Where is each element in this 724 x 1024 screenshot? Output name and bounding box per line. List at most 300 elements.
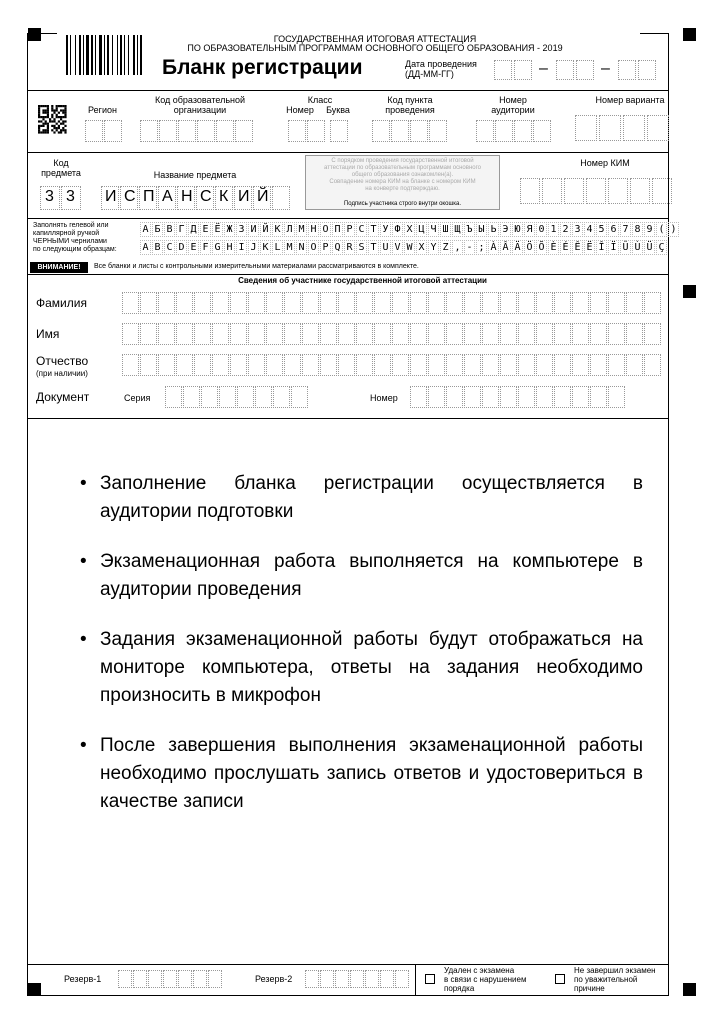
sample-glyph: Й (260, 222, 271, 237)
reserve2-cell[interactable] (350, 970, 364, 988)
sample-glyph: Ё (212, 222, 223, 237)
qr-module (47, 123, 49, 125)
corner-marker-top-right (683, 28, 696, 41)
surname-cell[interactable] (518, 292, 535, 314)
surname-cell[interactable] (392, 292, 409, 314)
sample-glyph: 8 (632, 222, 643, 237)
reserve1-cell[interactable] (118, 970, 132, 988)
sample-glyph: 7 (620, 222, 631, 237)
auditorium-cell[interactable] (495, 120, 513, 142)
org-code-cell[interactable] (178, 120, 196, 142)
qr-module (45, 116, 47, 118)
patronymic-cell[interactable] (158, 354, 175, 376)
patronymic-cell[interactable] (338, 354, 355, 376)
class-cell[interactable] (288, 120, 306, 142)
barcode-bar (75, 35, 76, 75)
sample-glyph: Ü (644, 240, 655, 255)
region-cell[interactable] (104, 120, 122, 142)
name-cell[interactable] (302, 323, 319, 345)
header-line-2: ПО ОБРАЗОВАТЕЛЬНЫМ ПРОГРАММАМ ОСНОВНОГО ОБЩЕГО ОБРАЗОВАНИЯ - 2019 (187, 43, 563, 53)
surname-cell[interactable] (572, 292, 589, 314)
surname-cell[interactable] (158, 292, 175, 314)
date-cell[interactable] (514, 60, 532, 80)
document-number-cell[interactable] (536, 386, 553, 408)
sample-glyph: Ь (488, 222, 499, 237)
patronymic-cell[interactable] (374, 354, 391, 376)
sample-glyph: Ç (656, 240, 667, 255)
not-finished-checkbox[interactable] (555, 974, 565, 984)
name-cell[interactable] (482, 323, 499, 345)
name-cell[interactable] (230, 323, 247, 345)
sample-glyph: ) (668, 222, 679, 237)
surname-cell[interactable] (212, 292, 229, 314)
variant-label: Номер варианта (595, 95, 665, 105)
qr-module (62, 129, 64, 131)
sample-glyph: Э (500, 222, 511, 237)
sample-glyph: L (272, 240, 283, 255)
name-cell[interactable] (626, 323, 643, 345)
name-cell[interactable] (284, 323, 301, 345)
barcode-bar (86, 35, 89, 75)
name-cell[interactable] (338, 323, 355, 345)
patronymic-cell[interactable] (194, 354, 211, 376)
subject-name-label: Название предмета (153, 170, 237, 180)
sample-glyph: Л (284, 222, 295, 237)
name-cell[interactable] (572, 323, 589, 345)
barcode-bar (117, 35, 118, 75)
qr-module (64, 114, 66, 116)
sample-glyph: ( (656, 222, 667, 237)
date-cell[interactable] (556, 60, 574, 80)
qr-module (51, 116, 53, 118)
qr-module (42, 116, 44, 118)
surname-cell[interactable] (410, 292, 427, 314)
patronymic-cell[interactable] (140, 354, 157, 376)
sample-glyph: Î (596, 240, 607, 255)
surname-cell[interactable] (500, 292, 517, 314)
name-cell[interactable] (518, 323, 535, 345)
surname-cell[interactable] (140, 292, 157, 314)
surname-cell[interactable] (194, 292, 211, 314)
document-series-cell[interactable] (183, 386, 200, 408)
org-code-cell[interactable] (140, 120, 158, 142)
qr-module (38, 125, 40, 127)
subject-name-letter: Й (257, 188, 269, 205)
reserve2-cell[interactable] (395, 970, 409, 988)
agreement-note-line: С порядком проведения государственной итоговой (331, 158, 474, 164)
qr-module (62, 105, 64, 107)
patronymic-cell[interactable] (590, 354, 607, 376)
instruction-item: • Заполнение бланка регистрации осуществляется в аудитории подготовки (80, 473, 643, 522)
qr-module (49, 120, 51, 122)
document-series-cell[interactable] (165, 386, 182, 408)
variant-cell[interactable] (575, 115, 597, 141)
surname-cell[interactable] (338, 292, 355, 314)
sample-glyph: I (236, 240, 247, 255)
subject-name-cell[interactable] (272, 186, 290, 210)
reserve2-cell[interactable] (320, 970, 334, 988)
document-number-cell[interactable] (410, 386, 427, 408)
document-number-cell[interactable] (554, 386, 571, 408)
warning-badge: ВНИМАНИЕ! (30, 262, 88, 273)
org-code-cell[interactable] (235, 120, 253, 142)
qr-module (60, 129, 62, 131)
patronymic-cell[interactable] (446, 354, 463, 376)
barcode (66, 35, 156, 80)
name-cell[interactable] (500, 323, 517, 345)
sample-glyph: Ш (440, 222, 451, 237)
qr-module (62, 112, 64, 114)
name-cell[interactable] (392, 323, 409, 345)
surname-cell[interactable] (536, 292, 553, 314)
point-code-cell[interactable] (391, 120, 409, 142)
name-cell[interactable] (356, 323, 373, 345)
qr-module (47, 109, 49, 111)
qr-module (40, 125, 42, 127)
date-label: Дата проведения (ДД-ММ-ГГ) (405, 59, 477, 79)
sample-glyph: М (296, 222, 307, 237)
name-cell[interactable] (554, 323, 571, 345)
instruction-item: • После завершения выполнения экзаменационной работы необходимо прослушать запись ответов и удостовериться в качестве записи (80, 735, 643, 812)
sample-glyph: M (284, 240, 295, 255)
document-series-cell[interactable] (255, 386, 272, 408)
name-cell[interactable] (122, 323, 139, 345)
name-cell[interactable] (140, 323, 157, 345)
sample-glyph: Т (368, 222, 379, 237)
surname-cell[interactable] (590, 292, 607, 314)
patronymic-cell[interactable] (302, 354, 319, 376)
document-series-cell[interactable] (219, 386, 236, 408)
name-cell[interactable] (266, 323, 283, 345)
sample-glyph: W (404, 240, 415, 255)
name-cell[interactable] (644, 323, 661, 345)
qr-module (40, 116, 42, 118)
reserve1-cell[interactable] (163, 970, 177, 988)
patronymic-cell[interactable] (608, 354, 625, 376)
qr-module (56, 105, 58, 107)
side-marker-right (683, 285, 696, 298)
point-code-cell[interactable] (372, 120, 390, 142)
patronymic-cell[interactable] (248, 354, 265, 376)
surname-cell[interactable] (356, 292, 373, 314)
qr-module (45, 109, 47, 111)
qr-module (56, 107, 58, 109)
agreement-note-line: Совпадение номера КИМ на бланке с номером КИМ (329, 179, 476, 185)
sample-glyph: - (464, 240, 475, 255)
patronymic-cell[interactable] (500, 354, 517, 376)
surname-cell[interactable] (374, 292, 391, 314)
point-code-cell[interactable] (410, 120, 428, 142)
qr-module (38, 120, 40, 122)
name-cell[interactable] (248, 323, 265, 345)
document-number-cell[interactable] (572, 386, 589, 408)
barcode-bar (124, 35, 125, 75)
qr-module (56, 129, 58, 131)
document-number-cell[interactable] (446, 386, 463, 408)
subject-name-letter: И (238, 188, 250, 205)
subject-name-letter: С (200, 188, 212, 205)
qr-module (45, 105, 47, 107)
surname-cell[interactable] (266, 292, 283, 314)
qr-module (42, 129, 44, 131)
reserve1-cell[interactable] (193, 970, 207, 988)
patronymic-cell[interactable] (212, 354, 229, 376)
patronymic-cell[interactable] (464, 354, 481, 376)
name-cell[interactable] (536, 323, 553, 345)
sample-glyph: Р (344, 222, 355, 237)
sample-glyph: Д (188, 222, 199, 237)
document-series-cell[interactable] (273, 386, 290, 408)
patronymic-cell[interactable] (392, 354, 409, 376)
name-cell[interactable] (374, 323, 391, 345)
agreement-note-line: аттестации по образовательным программам основного (323, 165, 482, 171)
sample-glyph: , (452, 240, 463, 255)
name-cell[interactable] (212, 323, 229, 345)
name-cell[interactable] (176, 323, 193, 345)
surname-cell[interactable] (302, 292, 319, 314)
surname-cell[interactable] (608, 292, 625, 314)
patronymic-cell[interactable] (176, 354, 193, 376)
qr-module (47, 131, 49, 133)
class-cell[interactable] (330, 120, 348, 142)
org-code-cell[interactable] (197, 120, 215, 142)
class-cell[interactable] (307, 120, 325, 142)
reserve2-cell[interactable] (365, 970, 379, 988)
reserve1-cell[interactable] (178, 970, 192, 988)
sample-glyph: О (320, 222, 331, 237)
sample-glyph: Е (200, 222, 211, 237)
qr-module (53, 109, 55, 111)
surname-cell[interactable] (644, 292, 661, 314)
document-number-cell[interactable] (590, 386, 607, 408)
qr-module (45, 129, 47, 131)
kim-cell[interactable] (542, 178, 562, 204)
reserve2-cell[interactable] (305, 970, 319, 988)
sample-glyph: S (356, 240, 367, 255)
barcode-bar (83, 35, 84, 75)
reserve2-cell[interactable] (335, 970, 349, 988)
surname-cell[interactable] (284, 292, 301, 314)
kim-cell[interactable] (586, 178, 606, 204)
sample-glyph: Н (308, 222, 319, 237)
qr-module (47, 127, 49, 129)
date-cell[interactable] (494, 60, 512, 80)
sample-glyph: O (308, 240, 319, 255)
surname-cell[interactable] (176, 292, 193, 314)
surname-cell[interactable] (626, 292, 643, 314)
surname-cell[interactable] (122, 292, 139, 314)
sample-glyph: V (392, 240, 403, 255)
instructions-list (78, 470, 643, 838)
sample-glyph: П (332, 222, 343, 237)
not-finished-label: Не завершил экзамен по уважительной причине (574, 966, 656, 993)
reserve1-cell[interactable] (208, 970, 222, 988)
name-cell[interactable] (194, 323, 211, 345)
subject-code-digit: 3 (66, 188, 75, 205)
reserve1-cell[interactable] (148, 970, 162, 988)
document-number-cell[interactable] (518, 386, 535, 408)
barcode-bar (128, 35, 129, 75)
date-cell[interactable] (638, 60, 656, 80)
kim-cell[interactable] (520, 178, 540, 204)
sample-glyph: U (380, 240, 391, 255)
qr-module (38, 114, 40, 116)
qr-module (58, 120, 60, 122)
qr-module (62, 127, 64, 129)
qr-module (47, 112, 49, 114)
qr-module (42, 109, 44, 111)
surname-cell[interactable] (464, 292, 481, 314)
sample-glyph: К (272, 222, 283, 237)
name-cell[interactable] (158, 323, 175, 345)
sample-glyph: X (416, 240, 427, 255)
auditorium-cell[interactable] (533, 120, 551, 142)
agreement-note-line: общего образования ознакомлен(а). (351, 172, 454, 178)
name-label: Имя (36, 327, 60, 341)
signature-box[interactable] (305, 155, 500, 210)
name-cell[interactable] (446, 323, 463, 345)
document-series-cell[interactable] (237, 386, 254, 408)
patronymic-cell[interactable] (284, 354, 301, 376)
patronymic-cell[interactable] (320, 354, 337, 376)
document-number-cell[interactable] (500, 386, 517, 408)
patronymic-cell[interactable] (230, 354, 247, 376)
qr-module (45, 131, 47, 133)
surname-cell[interactable] (248, 292, 265, 314)
sample-glyph: Y (428, 240, 439, 255)
name-cell[interactable] (428, 323, 445, 345)
reserve2-cell[interactable] (380, 970, 394, 988)
org-code-cell[interactable] (159, 120, 177, 142)
sample-glyph: Ï (608, 240, 619, 255)
kim-cell[interactable] (564, 178, 584, 204)
date-cell[interactable] (618, 60, 636, 80)
sample-glyph: 2 (560, 222, 571, 237)
sample-glyph: 3 (572, 222, 583, 237)
qr-module (53, 118, 55, 120)
form-title: Бланк регистрации (162, 56, 363, 79)
variant-cell[interactable] (647, 115, 669, 141)
sample-glyph: R (344, 240, 355, 255)
qr-module (56, 114, 58, 116)
org-code-cell[interactable] (216, 120, 234, 142)
name-cell[interactable] (464, 323, 481, 345)
auditorium-cell[interactable] (514, 120, 532, 142)
point-code-cell[interactable] (429, 120, 447, 142)
patronymic-cell[interactable] (572, 354, 589, 376)
kim-cell[interactable] (652, 178, 672, 204)
name-cell[interactable] (410, 323, 427, 345)
qr-module (45, 123, 47, 125)
document-number-cell[interactable] (482, 386, 499, 408)
barcode-bar (70, 35, 71, 75)
qr-module (51, 114, 53, 116)
surname-cell[interactable] (446, 292, 463, 314)
surname-cell[interactable] (554, 292, 571, 314)
patronymic-cell[interactable] (356, 354, 373, 376)
qr-module (60, 105, 62, 107)
document-number-cell[interactable] (428, 386, 445, 408)
header-line-1: ГОСУДАРСТВЕННАЯ ИТОГОВАЯ АТТЕСТАЦИЯ (273, 34, 477, 44)
qr-module (64, 107, 66, 109)
variant-cell[interactable] (623, 115, 645, 141)
document-number-cell[interactable] (464, 386, 481, 408)
sample-glyph: N (296, 240, 307, 255)
point-code-label: Код пункта проведения (385, 95, 435, 115)
sample-glyph: Ф (392, 222, 403, 237)
removed-label: Удален с экзамена в связи с нарушением порядка (444, 966, 527, 993)
qr-module (62, 116, 64, 118)
patronymic-cell[interactable] (518, 354, 535, 376)
name-cell[interactable] (320, 323, 337, 345)
variant-cell[interactable] (599, 115, 621, 141)
date-cell[interactable] (576, 60, 594, 80)
qr-module (64, 116, 66, 118)
patronymic-cell[interactable] (428, 354, 445, 376)
qr-module (64, 129, 66, 131)
patronymic-cell[interactable] (626, 354, 643, 376)
removed-checkbox[interactable] (425, 974, 435, 984)
patronymic-cell[interactable] (536, 354, 553, 376)
qr-module (62, 123, 64, 125)
surname-cell[interactable] (230, 292, 247, 314)
patronymic-cell[interactable] (122, 354, 139, 376)
signature-note: Подпись участника строго внутри окошка. (343, 201, 462, 207)
document-label: Документ (36, 390, 90, 404)
warning-text: Все бланки и листы с контрольными измерительными материалами рассматриваются в комплекте. (94, 263, 419, 270)
qr-module (49, 118, 51, 120)
qr-module (51, 107, 53, 109)
sample-glyph: 1 (548, 222, 559, 237)
surname-cell[interactable] (428, 292, 445, 314)
subject-code-label: Код предмета (41, 158, 81, 178)
qr-module (38, 105, 40, 107)
sample-glyph: Ю (512, 222, 523, 237)
sample-glyph: Z (440, 240, 451, 255)
qr-module (45, 120, 47, 122)
surname-cell[interactable] (320, 292, 337, 314)
surname-cell[interactable] (482, 292, 499, 314)
reserve1-label: Резерв-1 (64, 974, 102, 984)
qr-module (47, 129, 49, 131)
sample-glyph: K (260, 240, 271, 255)
sample-glyph: Г (176, 222, 187, 237)
barcode-bar (91, 35, 93, 75)
sample-glyph: 6 (608, 222, 619, 237)
sample-glyph: A (140, 240, 151, 255)
name-cell[interactable] (590, 323, 607, 345)
document-number-cell[interactable] (608, 386, 625, 408)
patronymic-cell[interactable] (644, 354, 661, 376)
kim-cell[interactable] (630, 178, 650, 204)
qr-module (38, 116, 40, 118)
sample-glyph: Q (332, 240, 343, 255)
kim-cell[interactable] (608, 178, 628, 204)
patronymic-cell[interactable] (410, 354, 427, 376)
region-cell[interactable] (85, 120, 103, 142)
reserve1-cell[interactable] (133, 970, 147, 988)
patronymic-cell[interactable] (482, 354, 499, 376)
name-cell[interactable] (608, 323, 625, 345)
auditorium-cell[interactable] (476, 120, 494, 142)
qr-module (58, 125, 60, 127)
patronymic-cell[interactable] (266, 354, 283, 376)
document-series-cell[interactable] (201, 386, 218, 408)
qr-module (60, 116, 62, 118)
qr-module (58, 112, 60, 114)
document-series-cell[interactable] (291, 386, 308, 408)
patronymic-cell[interactable] (554, 354, 571, 376)
